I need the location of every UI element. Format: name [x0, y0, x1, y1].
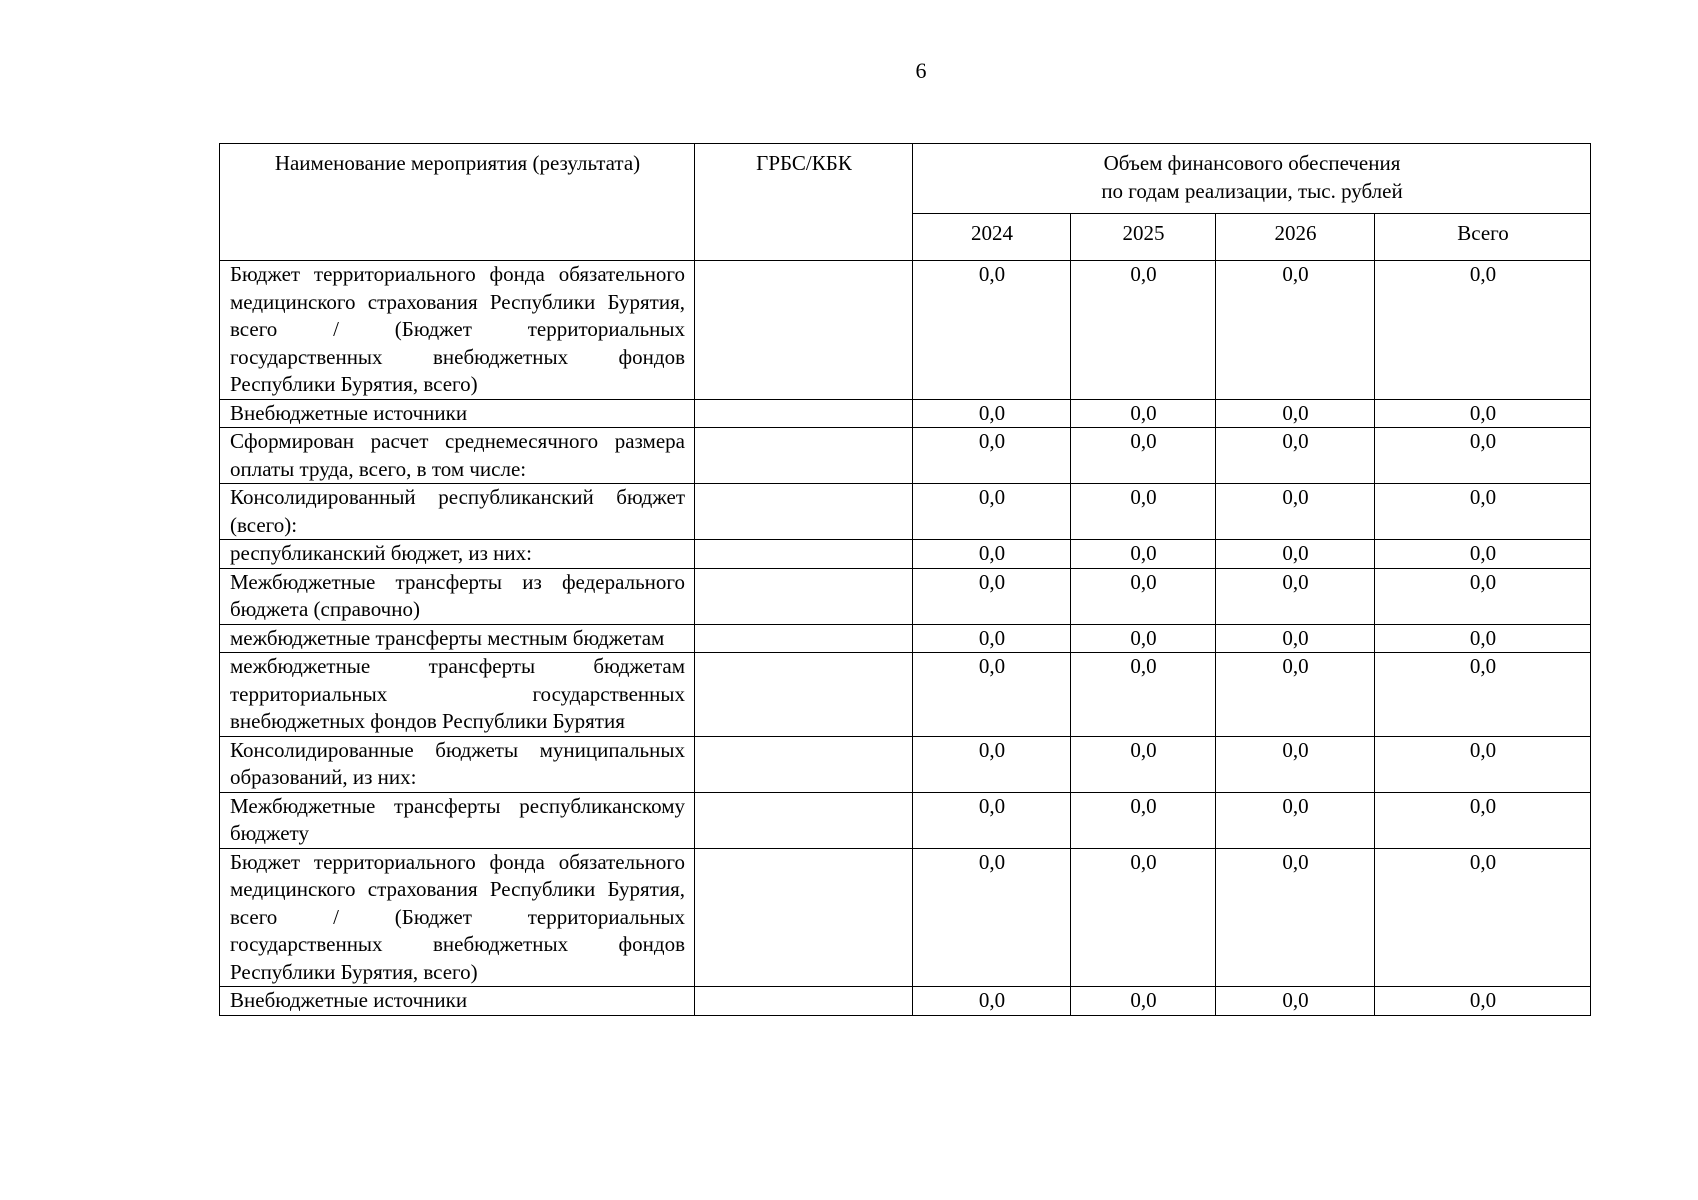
cell-2024: 0,0 — [913, 261, 1071, 400]
cell-grbs — [695, 848, 913, 987]
cell-total: 0,0 — [1375, 568, 1591, 624]
cell-name: Бюджет территориального фонда обязательного медицинского страхования Республики Бурятия, всего / (Бюджет территориальных государственных внебюджетных фондов Республики Бурятия, всего) — [220, 261, 695, 400]
cell-grbs — [695, 987, 913, 1016]
cell-2025: 0,0 — [1071, 568, 1216, 624]
cell-grbs — [695, 568, 913, 624]
cell-2025: 0,0 — [1071, 261, 1216, 400]
cell-2025: 0,0 — [1071, 624, 1216, 653]
cell-2026: 0,0 — [1216, 792, 1375, 848]
cell-2024: 0,0 — [913, 484, 1071, 540]
table-row — [220, 484, 1591, 540]
cell-name: Сформирован расчет среднемесячного размера оплаты труда, всего, в том числе: — [220, 428, 695, 484]
cell-2026: 0,0 — [1216, 624, 1375, 653]
page-number: 6 — [915, 58, 927, 83]
table-row — [220, 261, 1591, 400]
cell-name: Консолидированные бюджеты муниципальных образований, из них: — [220, 736, 695, 792]
cell-2025: 0,0 — [1071, 792, 1216, 848]
cell-grbs — [695, 540, 913, 569]
cell-name: Бюджет территориального фонда обязательного медицинского страхования Республики Бурятия, всего / (Бюджет территориальных государственных внебюджетных фондов Республики Бурятия, всего) — [220, 848, 695, 987]
cell-grbs — [695, 484, 913, 540]
cell-2024: 0,0 — [913, 624, 1071, 653]
table-row — [220, 399, 1591, 428]
cell-2025: 0,0 — [1071, 987, 1216, 1016]
table-row — [220, 428, 1591, 484]
cell-2024: 0,0 — [913, 653, 1071, 737]
header-row — [220, 144, 1591, 214]
cell-grbs — [695, 261, 913, 400]
table-row — [220, 736, 1591, 792]
header-volume-line1: Объем финансового обеспечения — [1103, 151, 1401, 175]
cell-total: 0,0 — [1375, 261, 1591, 400]
cell-name: Внебюджетные источники — [220, 399, 695, 428]
cell-grbs — [695, 399, 913, 428]
header-total: Всего — [1375, 214, 1591, 261]
table-row — [220, 792, 1591, 848]
cell-2025: 0,0 — [1071, 736, 1216, 792]
cell-name: Консолидированный республиканский бюджет (всего): — [220, 484, 695, 540]
cell-grbs — [695, 736, 913, 792]
table-row — [220, 540, 1591, 569]
cell-2024: 0,0 — [913, 540, 1071, 569]
table-row — [220, 568, 1591, 624]
header-year-2025: 2025 — [1071, 214, 1216, 261]
cell-2024: 0,0 — [913, 428, 1071, 484]
cell-grbs — [695, 792, 913, 848]
table-row — [220, 624, 1591, 653]
cell-grbs — [695, 624, 913, 653]
cell-2024: 0,0 — [913, 792, 1071, 848]
cell-total: 0,0 — [1375, 624, 1591, 653]
cell-2025: 0,0 — [1071, 653, 1216, 737]
cell-2024: 0,0 — [913, 568, 1071, 624]
cell-2026: 0,0 — [1216, 261, 1375, 400]
cell-2025: 0,0 — [1071, 428, 1216, 484]
cell-2024: 0,0 — [913, 399, 1071, 428]
cell-total: 0,0 — [1375, 428, 1591, 484]
cell-total: 0,0 — [1375, 540, 1591, 569]
table-header — [220, 144, 1591, 261]
cell-name: межбюджетные трансферты бюджетам территориальных государственных внебюджетных фондов Республики Бурятия — [220, 653, 695, 737]
cell-2026: 0,0 — [1216, 736, 1375, 792]
cell-2026: 0,0 — [1216, 540, 1375, 569]
table-row — [220, 987, 1591, 1016]
cell-grbs — [695, 428, 913, 484]
cell-2024: 0,0 — [913, 848, 1071, 987]
cell-2026: 0,0 — [1216, 848, 1375, 987]
header-grbs: ГРБС/КБК — [695, 144, 913, 261]
cell-grbs — [695, 653, 913, 737]
cell-2024: 0,0 — [913, 987, 1071, 1016]
header-name: Наименование мероприятия (результата) — [220, 144, 695, 261]
header-year-2026: 2026 — [1216, 214, 1375, 261]
cell-name: межбюджетные трансферты местным бюджетам — [220, 624, 695, 653]
cell-2026: 0,0 — [1216, 987, 1375, 1016]
cell-total: 0,0 — [1375, 987, 1591, 1016]
header-financing-volume — [913, 144, 1591, 214]
cell-name: Межбюджетные трансферты из федерального бюджета (справочно) — [220, 568, 695, 624]
cell-2025: 0,0 — [1071, 484, 1216, 540]
cell-2026: 0,0 — [1216, 653, 1375, 737]
financing-table — [219, 143, 1591, 1016]
cell-name: Внебюджетные источники — [220, 987, 695, 1016]
cell-2026: 0,0 — [1216, 484, 1375, 540]
cell-total: 0,0 — [1375, 653, 1591, 737]
cell-total: 0,0 — [1375, 484, 1591, 540]
table-row — [220, 848, 1591, 987]
cell-2026: 0,0 — [1216, 399, 1375, 428]
cell-name: Межбюджетные трансферты республиканскому бюджету — [220, 792, 695, 848]
cell-total: 0,0 — [1375, 848, 1591, 987]
cell-2026: 0,0 — [1216, 428, 1375, 484]
cell-2025: 0,0 — [1071, 399, 1216, 428]
table-body — [220, 261, 1591, 1016]
cell-2025: 0,0 — [1071, 540, 1216, 569]
cell-2024: 0,0 — [913, 736, 1071, 792]
cell-name: республиканский бюджет, из них: — [220, 540, 695, 569]
cell-total: 0,0 — [1375, 792, 1591, 848]
cell-total: 0,0 — [1375, 399, 1591, 428]
cell-total: 0,0 — [1375, 736, 1591, 792]
cell-2025: 0,0 — [1071, 848, 1216, 987]
header-volume-line2: по годам реализации, тыс. рублей — [1101, 178, 1403, 203]
cell-2026: 0,0 — [1216, 568, 1375, 624]
header-year-2024: 2024 — [913, 214, 1071, 261]
table-row — [220, 653, 1591, 737]
